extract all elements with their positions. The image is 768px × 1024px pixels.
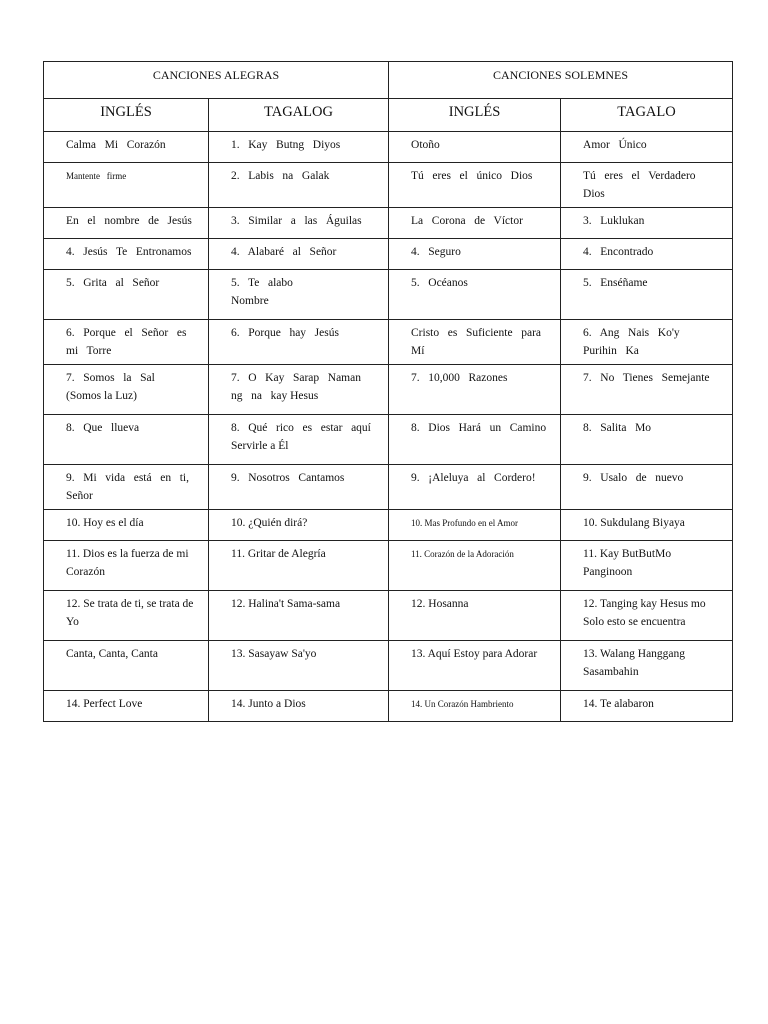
group-header-row bbox=[44, 62, 733, 99]
table-cell bbox=[209, 163, 389, 208]
table-cell bbox=[389, 132, 561, 163]
table-cell bbox=[561, 691, 733, 722]
song-title: 13. Aquí Estoy para Adorar bbox=[411, 648, 538, 660]
song-title: Cristo es Suficiente para Mí bbox=[411, 327, 550, 357]
song-title: 11. Dios es la fuerza de mi Corazón bbox=[66, 548, 192, 578]
table-cell bbox=[209, 641, 389, 691]
table-cell bbox=[389, 320, 561, 365]
table-cell bbox=[44, 163, 209, 208]
table-cell bbox=[44, 270, 209, 320]
column-header-tagalo: TAGALO bbox=[561, 99, 733, 132]
table-row bbox=[44, 465, 733, 510]
table-cell bbox=[561, 465, 733, 510]
table-cell bbox=[389, 465, 561, 510]
song-title: 14. Perfect Love bbox=[66, 698, 143, 710]
table-cell bbox=[44, 641, 209, 691]
song-title: 2. Labis na Galak bbox=[231, 170, 330, 182]
table-cell bbox=[389, 510, 561, 541]
song-title: 11. Gritar de Alegría bbox=[231, 548, 326, 560]
table-row bbox=[44, 415, 733, 465]
song-title: 6. Ang Nais Ko'y Purihin Ka bbox=[583, 327, 689, 357]
table-cell bbox=[561, 415, 733, 465]
table-cell bbox=[209, 270, 389, 320]
song-title: 11. Corazón de la Adoración bbox=[411, 549, 514, 559]
song-title: 9. Mi vida está en ti, Señor bbox=[66, 472, 198, 502]
table-row bbox=[44, 320, 733, 365]
song-title: Tú eres el único Dios bbox=[411, 170, 533, 182]
column-header-tagalog: TAGALOG bbox=[209, 99, 389, 132]
song-title: 9. Nosotros Cantamos bbox=[231, 472, 345, 484]
song-title: 10. Mas Profundo en el Amor bbox=[411, 518, 519, 528]
table-cell bbox=[389, 163, 561, 208]
song-title: 10. Hoy es el día bbox=[66, 517, 144, 529]
song-title: 11. Kay ButButMo Panginoon bbox=[583, 548, 674, 578]
table-cell bbox=[561, 320, 733, 365]
table-row bbox=[44, 163, 733, 208]
table-cell bbox=[389, 541, 561, 591]
table-cell bbox=[209, 208, 389, 239]
table-cell bbox=[389, 691, 561, 722]
table-cell bbox=[44, 465, 209, 510]
table-cell bbox=[44, 541, 209, 591]
song-title: 7. O Kay Sarap Naman ng na kay Hesus bbox=[231, 372, 370, 402]
song-title: 13. Walang Hanggang Sasambahin bbox=[583, 648, 688, 678]
song-title: Canta, Canta, Canta bbox=[66, 648, 158, 660]
table-cell bbox=[209, 541, 389, 591]
song-title: 14. Te alabaron bbox=[583, 698, 654, 710]
song-title: En el nombre de Jesús bbox=[66, 215, 192, 227]
song-title: 12. Halina't Sama-sama bbox=[231, 598, 341, 610]
table-cell bbox=[561, 132, 733, 163]
song-title: 6. Porque hay Jesús bbox=[231, 327, 339, 339]
table-cell bbox=[44, 591, 209, 641]
table-cell bbox=[209, 415, 389, 465]
table-cell bbox=[561, 208, 733, 239]
table-cell bbox=[561, 541, 733, 591]
table-cell bbox=[44, 320, 209, 365]
song-title: 8. Qué rico es estar aquí Servirle a Él bbox=[231, 422, 374, 452]
table-cell bbox=[209, 320, 389, 365]
table-cell bbox=[209, 510, 389, 541]
table-cell bbox=[389, 239, 561, 270]
song-title: 12. Se trata de ti, se trata de Yo bbox=[66, 598, 196, 628]
table-cell bbox=[209, 239, 389, 270]
song-title: 12. Hosanna bbox=[411, 598, 469, 610]
table-body bbox=[44, 132, 733, 722]
table-cell bbox=[389, 641, 561, 691]
song-title: 8. Que llueva bbox=[66, 422, 140, 434]
table-row bbox=[44, 510, 733, 541]
table-row bbox=[44, 691, 733, 722]
table-cell bbox=[209, 591, 389, 641]
song-title: Otoño bbox=[411, 139, 440, 151]
group-header-alegras: CANCIONES ALEGRAS bbox=[44, 62, 389, 99]
song-title: 3. Similar a las Águilas bbox=[231, 215, 362, 227]
song-title: 14. Un Corazón Hambriento bbox=[411, 699, 514, 709]
song-title: 5. Te alabo Nombre bbox=[231, 277, 293, 307]
song-title: 3. Luklukan bbox=[583, 215, 645, 227]
table-cell bbox=[389, 270, 561, 320]
song-title: 1. Kay Butng Diyos bbox=[231, 139, 341, 151]
table-cell bbox=[561, 239, 733, 270]
table-cell bbox=[389, 591, 561, 641]
song-title: 4. Seguro bbox=[411, 246, 461, 258]
table-cell bbox=[561, 641, 733, 691]
table-cell bbox=[209, 132, 389, 163]
song-title: 4. Encontrado bbox=[583, 246, 654, 258]
table-cell bbox=[44, 415, 209, 465]
table-cell bbox=[561, 365, 733, 415]
song-title: 9. Usalo de nuevo bbox=[583, 472, 684, 484]
song-title: 10. ¿Quién dirá? bbox=[231, 517, 308, 529]
song-title: 6. Porque el Señor es mi Torre bbox=[66, 327, 196, 357]
table-row bbox=[44, 641, 733, 691]
song-title: Tú eres el Verdadero Dios bbox=[583, 170, 705, 200]
table-row bbox=[44, 365, 733, 415]
column-header-ingles-2: INGLÉS bbox=[389, 99, 561, 132]
song-title: 13. Sasayaw Sa'yo bbox=[231, 648, 317, 660]
table-cell bbox=[389, 415, 561, 465]
table-cell bbox=[561, 591, 733, 641]
table-cell bbox=[561, 510, 733, 541]
table-row bbox=[44, 132, 733, 163]
table-row bbox=[44, 239, 733, 270]
song-title: 8. Salita Mo bbox=[583, 422, 652, 434]
table-cell bbox=[209, 365, 389, 415]
table-cell bbox=[561, 270, 733, 320]
song-title: Amor Único bbox=[583, 139, 647, 151]
table-cell bbox=[44, 208, 209, 239]
column-header-row bbox=[44, 99, 733, 132]
song-title: Calma Mi Corazón bbox=[66, 139, 166, 151]
table-row bbox=[44, 208, 733, 239]
table-cell bbox=[389, 208, 561, 239]
table-cell bbox=[44, 239, 209, 270]
song-title: 7. 10,000 Razones bbox=[411, 372, 508, 384]
table-cell bbox=[44, 132, 209, 163]
table-cell bbox=[561, 163, 733, 208]
table-row bbox=[44, 541, 733, 591]
table-row bbox=[44, 270, 733, 320]
table-cell bbox=[44, 510, 209, 541]
table-cell bbox=[44, 365, 209, 415]
song-title: 8. Dios Hará un Camino bbox=[411, 422, 547, 434]
song-title: 5. Océanos bbox=[411, 277, 468, 289]
column-header-ingles-1: INGLÉS bbox=[44, 99, 209, 132]
song-title: Mantente firme bbox=[66, 171, 127, 181]
table-cell bbox=[209, 465, 389, 510]
song-title: 5. Enséñame bbox=[583, 277, 648, 289]
song-title: 14. Junto a Dios bbox=[231, 698, 306, 710]
song-title: 9. ¡Aleluya al Cordero! bbox=[411, 472, 536, 484]
song-title: 7. No Tienes Semejante bbox=[583, 372, 710, 384]
song-title: La Corona de Víctor bbox=[411, 215, 523, 227]
table-row bbox=[44, 591, 733, 641]
group-header-solemnes: CANCIONES SOLEMNES bbox=[389, 62, 733, 99]
song-title: 5. Grita al Señor bbox=[66, 277, 160, 289]
song-title: 4. Jesús Te Entronamos bbox=[66, 246, 192, 258]
table-cell bbox=[389, 365, 561, 415]
song-title: 10. Sukdulang Biyaya bbox=[583, 517, 685, 529]
song-title: 7. Somos la Sal (Somos la Luz) bbox=[66, 372, 164, 402]
table-cell bbox=[44, 691, 209, 722]
song-title: 4. Alabaré al Señor bbox=[231, 246, 337, 258]
song-title: 12. Tanging kay Hesus mo Solo esto se encuentra bbox=[583, 598, 709, 628]
song-table bbox=[43, 61, 733, 722]
table-cell bbox=[209, 691, 389, 722]
